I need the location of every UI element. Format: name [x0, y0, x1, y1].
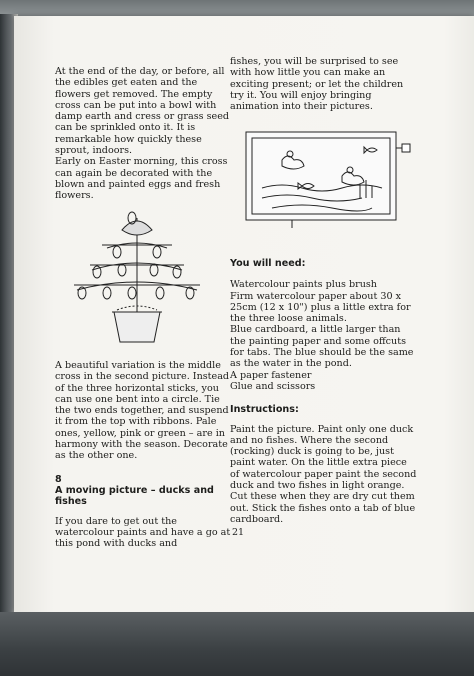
instructions-text: Paint the picture. Paint only one duck and no fishes. Where the second (rocking) duck is going to be, just paint water. On the little extra piece of watercolour paper paint the second duck and two fishes in light orange. Cut these when they are dry cut them out. Stick the fishes onto a tab of blue cardboard. — [230, 423, 417, 525]
left-column-top — [55, 66, 235, 202]
need-item-4: A paper fastener — [230, 369, 312, 381]
need-item-2: Firm watercolour paper about 30 x 25cm (12 x 10") plus a little extra for the three loose animals. — [230, 290, 411, 325]
need-item-1: Watercolour paints plus brush — [230, 279, 377, 291]
right-column-top — [230, 56, 415, 112]
section-title: A moving picture – ducks and fishes — [55, 484, 214, 508]
pond-picture-illustration — [242, 128, 414, 232]
scan-background-bottom — [0, 612, 474, 676]
left-column-bottom — [55, 360, 235, 549]
left-paragraph-4: If you dare to get out the watercolour paints and have a go at this pond with ducks and — [55, 515, 231, 550]
page-number: 21 — [232, 527, 245, 538]
you-will-need-heading: You will need: — [230, 258, 306, 269]
left-paragraph-2: Early on Easter morning, this cross can again be decorated with the blown and painted eggs and fresh flowers. — [55, 156, 228, 202]
left-paragraph-1: At the end of the day, or before, all the edibles get eaten and the flowers get removed. The empty cross can be put into a bowl with damp earth and cress or grass seed can be sprinkled onto it. It is remarkable how quickly these sprout, indoors. — [55, 66, 230, 157]
section-number: 8 — [55, 473, 62, 485]
right-paragraph-1: fishes, you will be surprised to see with how little you can make an exciting present; or let the children try it. You will enjoy bringing animation into their pictures. — [230, 56, 404, 113]
need-item-5: Glue and scissors — [230, 380, 316, 392]
left-paragraph-3: A beautiful variation is the middle cross in the second picture. Instead of the three horizontal sticks, you can use one bent into a circle. Tie the two ends together, and suspend it from the top with ribbons. Pale ones, yellow, pink or green – are in harmony with the season. Decorate as the other one. — [55, 360, 230, 462]
easter-tree-illustration — [62, 200, 212, 350]
instructions-heading: Instructions: — [230, 404, 299, 416]
right-column-bottom — [230, 258, 418, 525]
need-item-3: Blue cardboard, a little larger than the painting paper and some offcuts for tabs. The blue should be the same as the water in the pond. — [230, 324, 414, 370]
